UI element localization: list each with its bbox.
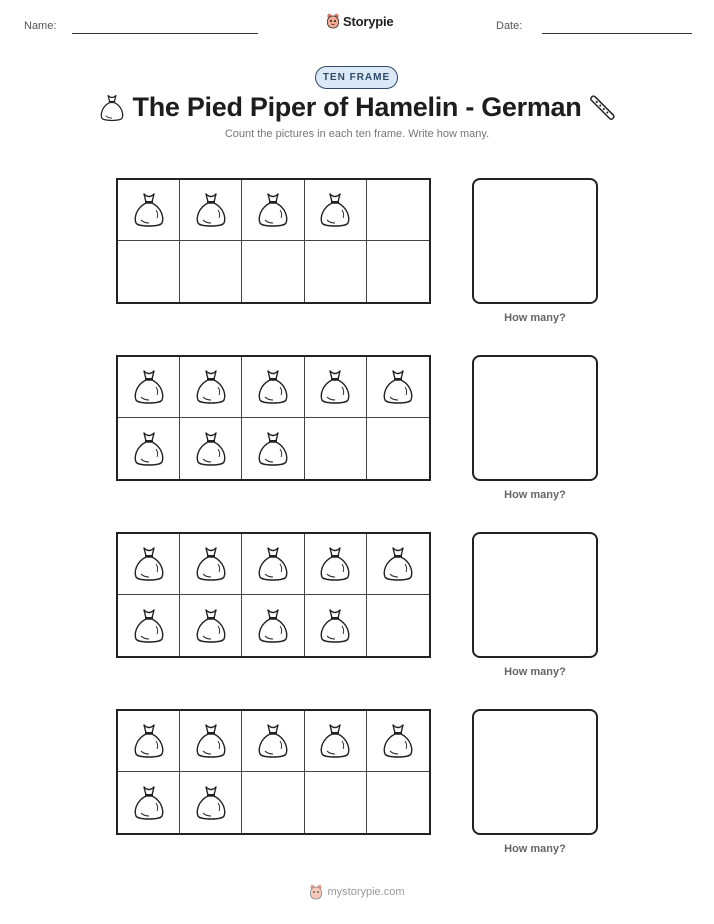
ten-frame-cell <box>367 534 429 595</box>
storypie-mascot-icon <box>326 13 340 29</box>
ten-frame-cell <box>305 534 367 595</box>
ten-frame-cell <box>305 772 367 833</box>
ten-frame-cell <box>242 418 304 479</box>
how-many-label: How many? <box>504 489 566 501</box>
money-bag-icon <box>317 544 353 584</box>
money-bag-icon <box>131 429 167 469</box>
ten-frame-cell <box>180 711 242 772</box>
ten-frame-cell <box>367 357 429 418</box>
ten-frame <box>116 532 431 658</box>
answer-box[interactable] <box>472 178 598 304</box>
date-field[interactable] <box>542 33 692 34</box>
ten-frame-cell <box>367 772 429 833</box>
ten-frame-cell <box>367 595 429 656</box>
ten-frame <box>116 178 431 304</box>
ten-frame-cell <box>118 180 180 241</box>
flute-icon <box>588 92 616 124</box>
money-bag-icon <box>193 606 229 646</box>
how-many-label: How many? <box>504 843 566 855</box>
ten-frame-cell <box>242 595 304 656</box>
ten-frame-cell <box>118 241 180 302</box>
money-bag-icon <box>193 367 229 407</box>
ten-frame-cell <box>242 357 304 418</box>
ten-frame <box>116 709 431 835</box>
ten-frame-badge: TEN FRAME <box>315 66 398 89</box>
brand-logo <box>326 13 393 29</box>
brand-name: Storypie <box>343 13 394 29</box>
ten-frame-cell <box>305 595 367 656</box>
ten-frame-cell <box>118 418 180 479</box>
ten-frame-cell <box>118 595 180 656</box>
ten-frame-cell <box>305 180 367 241</box>
ten-frame-cell <box>367 711 429 772</box>
answer-box[interactable] <box>472 709 598 835</box>
money-bag-icon <box>317 190 353 230</box>
ten-frame-cell <box>305 418 367 479</box>
money-bag-icon <box>255 429 291 469</box>
ten-frame-cell <box>118 357 180 418</box>
ten-frame-cell <box>180 357 242 418</box>
ten-frame-problem <box>0 709 714 869</box>
storypie-mascot-icon <box>309 884 323 900</box>
ten-frame-cell <box>367 180 429 241</box>
ten-frame-problem <box>0 532 714 692</box>
how-many-label: How many? <box>504 666 566 678</box>
answer-box[interactable] <box>472 532 598 658</box>
ten-frame-cell <box>305 241 367 302</box>
money-bag-icon <box>131 606 167 646</box>
money-bag-icon <box>131 721 167 761</box>
money-bag-icon <box>255 544 291 584</box>
ten-frame-cell <box>242 241 304 302</box>
ten-frame-cell <box>180 534 242 595</box>
ten-frame-cell <box>305 711 367 772</box>
money-bag-icon <box>193 721 229 761</box>
money-bag-icon <box>380 544 416 584</box>
ten-frame-cell <box>180 772 242 833</box>
how-many-label: How many? <box>504 312 566 324</box>
money-bag-icon <box>380 367 416 407</box>
money-bag-icon <box>193 429 229 469</box>
ten-frame-cell <box>242 180 304 241</box>
name-field[interactable] <box>72 33 258 34</box>
money-bag-icon <box>131 783 167 823</box>
page-title: The Pied Piper of Hamelin - German <box>132 92 582 122</box>
money-bag-icon <box>131 544 167 584</box>
ten-frame-cell <box>242 711 304 772</box>
ten-frame-cell <box>242 772 304 833</box>
money-bag-icon <box>255 721 291 761</box>
money-bag-icon <box>193 544 229 584</box>
money-bag-icon <box>380 721 416 761</box>
ten-frame-cell <box>118 534 180 595</box>
ten-frame-problem <box>0 355 714 515</box>
ten-frame-cell <box>180 595 242 656</box>
name-label: Name: <box>24 20 57 32</box>
money-bag-icon <box>131 190 167 230</box>
ten-frame-cell <box>180 241 242 302</box>
ten-frame-cell <box>180 180 242 241</box>
money-bag-icon <box>255 367 291 407</box>
footer <box>0 884 714 900</box>
money-bag-icon <box>317 606 353 646</box>
footer-url: mystorypie.com <box>327 886 405 898</box>
ten-frame-problem <box>0 178 714 338</box>
instructions: Count the pictures in each ten frame. Write how many. <box>224 128 490 140</box>
ten-frame-cell <box>118 772 180 833</box>
answer-box[interactable] <box>472 355 598 481</box>
money-bag-icon <box>193 783 229 823</box>
money-bag-icon <box>255 190 291 230</box>
money-bag-icon <box>255 606 291 646</box>
money-bag-icon <box>131 367 167 407</box>
ten-frame-cell <box>180 418 242 479</box>
ten-frame-cell <box>118 711 180 772</box>
ten-frame-cell <box>367 241 429 302</box>
money-bag-icon <box>317 367 353 407</box>
ten-frame-cell <box>242 534 304 595</box>
ten-frame <box>116 355 431 481</box>
money-bag-icon <box>193 190 229 230</box>
money-bag-icon <box>317 721 353 761</box>
ten-frame-cell <box>305 357 367 418</box>
ten-frame-cell <box>367 418 429 479</box>
date-label: Date: <box>496 20 523 32</box>
